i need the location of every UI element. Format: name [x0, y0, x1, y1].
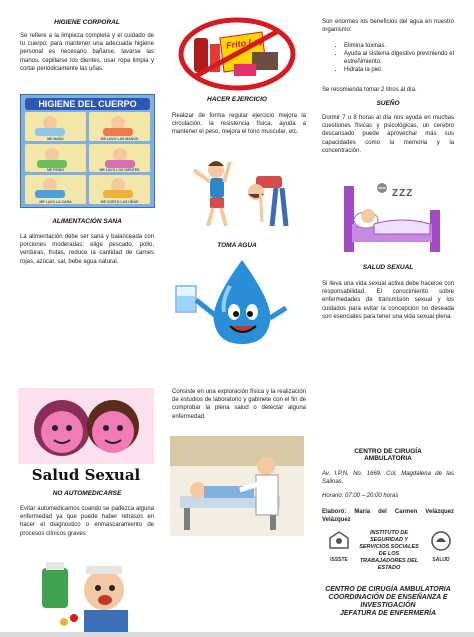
salud-sexual-title: SALUD SEXUAL — [362, 264, 414, 271]
higiene-title: HIGIENE CORPORAL — [54, 19, 120, 26]
footer-block — [322, 586, 454, 618]
poster-cell — [25, 144, 86, 173]
footer-line-2: COORDINACIÓN DE ENSEÑANZA E INVESTIGACIÓN — [328, 594, 448, 609]
medical-exam-image — [170, 436, 304, 536]
sueno-text: Dormir 7 u 8 horas al día nos ayuda en muchas cuestiones físicas y psicológicas, un cerebro descansado puede aprovechar más sus capacidades como la memoria y la concentración. — [322, 115, 454, 154]
kids-stretching-illustration — [186, 152, 306, 232]
centro-direccion: Av. I.P.N. No. 1669. Col. Magdalena de las Salinas. — [322, 471, 454, 486]
salud-eagle-emblem-icon — [428, 530, 454, 552]
salud-logo — [428, 530, 454, 563]
poster-caption: ME BAÑO — [47, 136, 64, 141]
zzz-label: ZZZ — [392, 188, 414, 199]
poster-caption: ME LAVO LAS MANOS — [100, 136, 139, 141]
automedicarse-title: NO AUTOMEDICARSE — [52, 490, 122, 497]
salud-sexual-image-text: Salud Sexual — [31, 466, 141, 484]
list-item: • Hidrata la piel. — [344, 66, 462, 74]
chips-brand-label: Frito Lay — [225, 35, 265, 51]
poster-cell — [25, 112, 86, 141]
exercise-image — [186, 152, 306, 232]
water-drop-mascot-icon — [170, 256, 302, 346]
junk-food-prohibited-image — [172, 16, 302, 92]
poster-caption: ME PEINO — [46, 168, 65, 173]
footer-line-1: CENTRO DE CIRUGÍA AMBULATORIA — [325, 586, 451, 593]
poster-grid — [25, 112, 150, 204]
agua-benefits-list — [344, 42, 462, 74]
ejercicio-text: Realizar de forma regular ejercicio mejora la circulación, la resistencia física, ayuda a mantener el peso, mejora el tono muscular, etc. — [172, 113, 306, 136]
exploracion-text: Consiste en una exploración física y la realización de estudios de laboratorio y gabinete con el fin de comprobar la plena salud o detectar alguna enfermedad. — [172, 389, 306, 420]
automedication-image — [34, 560, 144, 632]
issste-logo — [326, 530, 352, 563]
centro-horario: Horario: 07:00 – 20:00 horas — [322, 493, 399, 499]
higiene-text: Se refiere a la limpieza completa y el cuidado de tu cuerpo; para mantener una adecuada higiene personal es necesario bañarse, lavarse las manos, cepillarse los dientes, usar ropa limpia y cortar periódicamente las uñas. — [20, 33, 154, 72]
sueno-title: SUEÑO — [376, 100, 400, 107]
poster-caption: ME CORTO LAS UÑAS — [100, 199, 139, 204]
alimentacion-title: ALIMENTACIÓN SANA — [52, 218, 122, 225]
list-item: • Ayuda al sistema digestivo previniendo el estreñimiento. — [344, 50, 462, 66]
list-item: • Elimina toxinas. — [344, 42, 462, 50]
issste-emblem-icon — [326, 530, 352, 552]
man-taking-pills-illustration — [34, 560, 144, 632]
salud-sexual-text: Si lleva una vida sexual activa debe hacerse con responsabilidad. El conocimiento sobre enfermedades de transmisión sexual y los cuidados para evitar la concepción no deseada son esenciales para tener una vida sexual plena. — [322, 281, 454, 320]
sleeping-image — [338, 180, 446, 256]
poster-title: HIGIENE DEL CUERPO — [25, 98, 150, 110]
instituto-text: INSTITUTO DE SEGURIDAD Y SERVICIOS SOCIALES DE LOS TRABAJADORES DEL ESTADO — [359, 530, 419, 571]
salud-logo-text: SALUD — [432, 557, 450, 563]
poster-caption: ME LAVO LA CARA — [39, 199, 72, 204]
ejercicio-title: HACER EJERCICIO — [207, 96, 267, 103]
issste-logo-text: ISSSTE — [330, 557, 348, 563]
higiene-poster-image — [20, 94, 155, 208]
alimentacion-text: La alimentación debe ser sana y balanceada con porciones moderadas; elige pescado, pollo, verduras, frutas, reduce la cantidad de carnes rojas, azúcar, sal, bebe agua natural. — [20, 234, 154, 265]
water-drop-image — [170, 256, 302, 346]
footer-line-3: JEFATURA DE ENFERMERÍA — [339, 610, 437, 617]
no-junk-food-icon — [172, 16, 302, 92]
automedicarse-text: Evitar automedicamos cuando se padezca alguna enfermedad ya que puede haber retrasos en hacer el diagnostico o enmascaramiento de procesos clínicos graves — [20, 506, 154, 537]
poster-cell — [89, 175, 150, 204]
poster-cell — [25, 175, 86, 204]
couple-faces-illustration — [18, 388, 154, 464]
centro-title: CENTRO DE CIRUGÍA AMBULATORIA — [354, 448, 422, 462]
agua-recomendacion: Se recomienda tomar 2 litros al día. — [322, 87, 417, 93]
agua-intro: Son enormes los beneficios del agua en nuestro organismo: — [322, 19, 454, 34]
poster-cell — [89, 144, 150, 173]
poster-cell — [89, 112, 150, 141]
salud-sexual-image — [18, 388, 154, 488]
doctor-examining-patient-illustration — [170, 436, 304, 536]
poster-caption: ME LAVO LOS DIENTES — [99, 168, 140, 173]
elaboro: Elaboró: María del Carmen Velázquez Velázquez — [322, 509, 454, 524]
agua-title: TOMA AGUA — [217, 242, 257, 249]
